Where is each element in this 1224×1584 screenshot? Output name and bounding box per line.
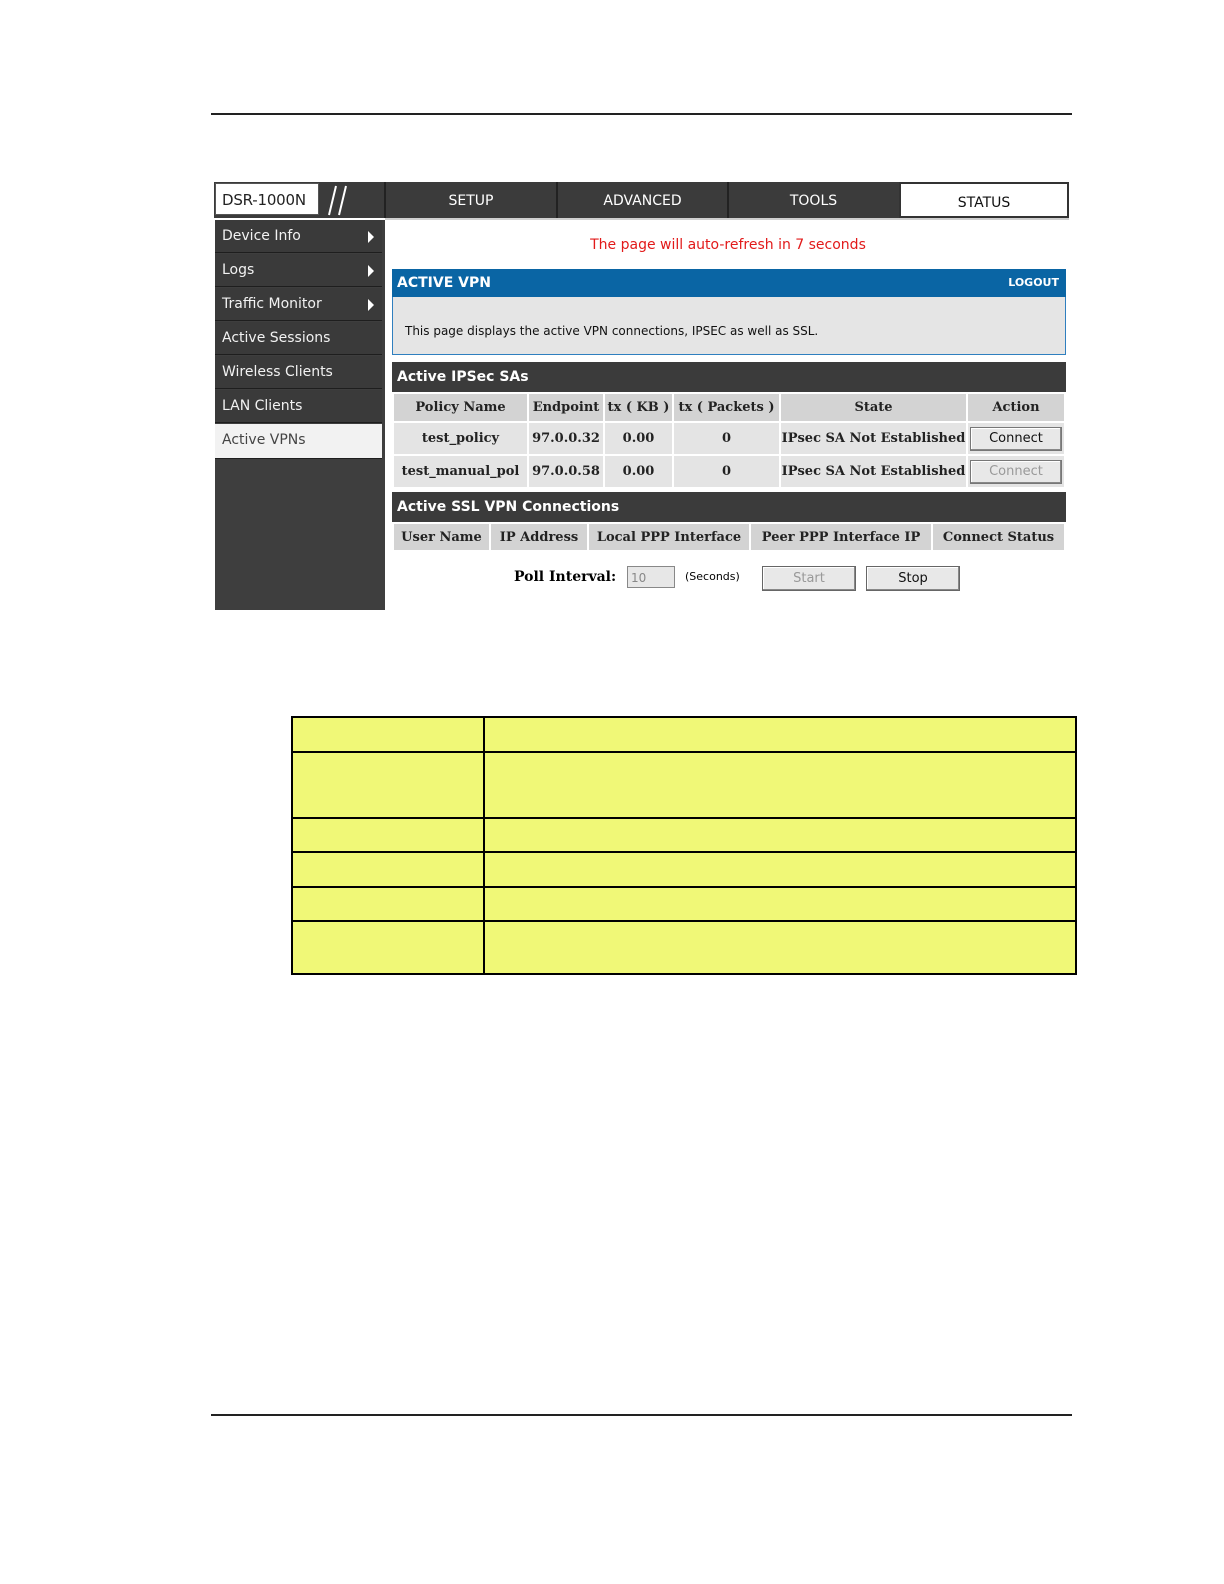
ssl-section-title: Active SSL VPN Connections — [392, 492, 1066, 522]
connect-button[interactable]: Connect — [970, 427, 1062, 451]
table-row — [393, 422, 1065, 455]
poll-interval-label: Poll Interval: — [514, 569, 617, 585]
action-cell — [967, 422, 1065, 455]
table-cell — [484, 921, 1076, 974]
policy-name-cell: test_manual_pol — [393, 455, 528, 488]
page-title: ACTIVE VPN — [397, 275, 491, 291]
field-description-table — [291, 716, 1077, 975]
active-vpn-panel-header — [392, 269, 1066, 297]
policy-name-cell: test_policy — [393, 422, 528, 455]
tx-kb-cell: 0.00 — [604, 422, 673, 455]
device-model-label: DSR-1000N — [215, 183, 319, 215]
column-header: tx ( Packets ) — [673, 393, 780, 422]
chevron-right-icon — [368, 231, 374, 243]
table-cell — [292, 818, 484, 852]
column-header: IP Address — [490, 523, 588, 551]
table-row — [292, 752, 1076, 818]
table-row — [292, 921, 1076, 974]
page-header-rule — [211, 113, 1072, 115]
endpoint-cell: 97.0.0.58 — [528, 455, 604, 488]
tab-status[interactable]: STATUS — [899, 182, 1069, 218]
ipsec-sa-table — [392, 392, 1066, 489]
table-cell — [292, 752, 484, 818]
sidebar-item-label: Active VPNs — [222, 432, 306, 448]
endpoint-cell: 97.0.0.32 — [528, 422, 604, 455]
tx-packets-cell: 0 — [673, 422, 780, 455]
sidebar-item-active-sessions[interactable] — [215, 322, 382, 355]
router-ui-screenshot — [214, 182, 1069, 610]
tx-packets-cell: 0 — [673, 455, 780, 488]
chevron-right-icon — [368, 299, 374, 311]
state-cell: IPsec SA Not Established — [780, 422, 967, 455]
column-header: Endpoint — [528, 393, 604, 422]
tab-setup[interactable]: SETUP — [384, 182, 556, 218]
sidebar-item-label: Traffic Monitor — [222, 296, 322, 312]
page-description-box — [392, 297, 1066, 355]
column-header: User Name — [393, 523, 490, 551]
column-header: Peer PPP Interface IP — [750, 523, 932, 551]
ipsec-section-title: Active IPSec SAs — [392, 362, 1066, 392]
table-cell — [292, 887, 484, 921]
table-cell — [484, 752, 1076, 818]
column-header: tx ( KB ) — [604, 393, 673, 422]
column-header: Local PPP Interface — [588, 523, 750, 551]
table-row — [292, 887, 1076, 921]
tx-kb-cell: 0.00 — [604, 455, 673, 488]
table-cell — [484, 818, 1076, 852]
start-button[interactable]: Start — [762, 566, 856, 591]
auto-refresh-notice: The page will auto-refresh in 7 seconds — [590, 237, 866, 253]
sidebar-item-device-info[interactable] — [215, 220, 382, 253]
table-row — [292, 818, 1076, 852]
sidebar-item-label: Device Info — [222, 228, 301, 244]
sidebar — [215, 220, 385, 610]
sidebar-item-traffic-monitor[interactable] — [215, 288, 382, 321]
sidebar-item-logs[interactable] — [215, 254, 382, 287]
table-cell — [484, 887, 1076, 921]
state-cell: IPsec SA Not Established — [780, 455, 967, 488]
sidebar-item-lan-clients[interactable] — [215, 390, 382, 423]
sidebar-item-label: Active Sessions — [222, 330, 331, 346]
column-header: Action — [967, 393, 1065, 422]
top-nav-bar — [214, 182, 1069, 218]
table-cell — [292, 717, 484, 752]
sidebar-item-active-vpns[interactable] — [215, 424, 382, 459]
logout-link[interactable]: LOGOUT — [1008, 276, 1059, 289]
column-header: Connect Status — [932, 523, 1065, 551]
connect-button-disabled: Connect — [970, 460, 1062, 484]
action-cell — [967, 455, 1065, 488]
column-header: Policy Name — [393, 393, 528, 422]
sidebar-item-label: Logs — [222, 262, 255, 278]
table-cell — [484, 852, 1076, 887]
table-cell — [484, 717, 1076, 752]
tab-advanced[interactable]: ADVANCED — [556, 182, 727, 218]
sidebar-item-label: LAN Clients — [222, 398, 303, 414]
page-description: This page displays the active VPN connections, IPSEC as well as SSL. — [405, 324, 819, 338]
page-footer-rule — [211, 1414, 1072, 1416]
sidebar-item-wireless-clients[interactable] — [215, 356, 382, 389]
sidebar-item-label: Wireless Clients — [222, 364, 333, 380]
table-cell — [292, 852, 484, 887]
column-header: State — [780, 393, 967, 422]
tab-tools[interactable]: TOOLS — [727, 182, 898, 218]
stop-button[interactable]: Stop — [866, 566, 960, 591]
poll-interval-unit: (Seconds) — [685, 570, 740, 583]
poll-interval-input[interactable]: 10 — [627, 566, 675, 588]
ssl-vpn-table — [392, 522, 1066, 552]
tab-underline — [385, 218, 1069, 220]
table-row — [393, 455, 1065, 488]
table-cell — [292, 921, 484, 974]
table-row — [292, 717, 1076, 752]
table-row — [292, 852, 1076, 887]
chevron-right-icon — [368, 265, 374, 277]
brand-slashes-icon — [322, 184, 352, 216]
